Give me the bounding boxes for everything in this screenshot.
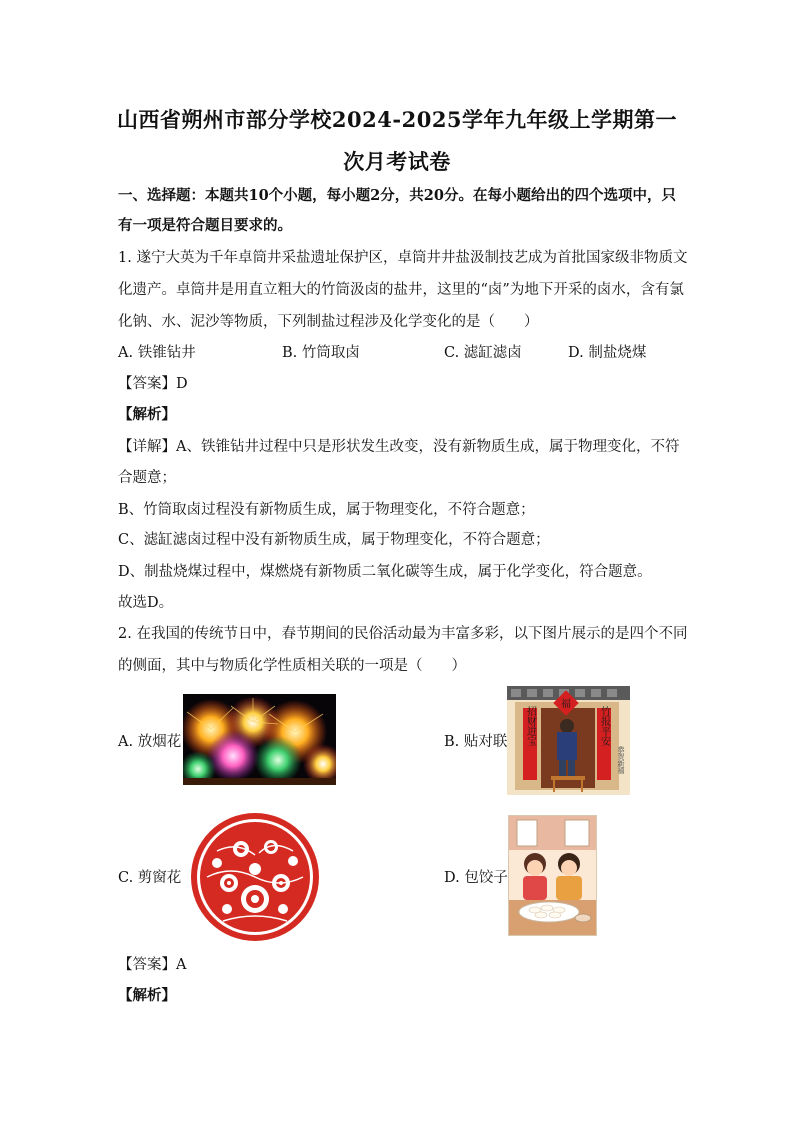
q1-option-d: D. 制盐烧煤 (568, 345, 647, 361)
q1-detail-line5: D、制盐烧煤过程中，煤燃烧有新物质二氧化碳等生成，属于化学变化，符合题意。 (118, 564, 652, 580)
q1-option-b: B. 竹筒取卤 (282, 345, 360, 361)
q1-detail-line6: 故选D。 (118, 595, 174, 611)
q1-detail-line1: 【详解】A、铁锥钻井过程中只是形状发生改变，没有新物质生成，属于物理变化，不符 (118, 439, 680, 455)
q2-option-d-label: D. 包饺子 (444, 870, 508, 886)
dumplings-illustration (509, 816, 596, 935)
q1-stem-line3: 化钠、水、泥沙等物质，下列制盐过程涉及化学变化的是（ ） (118, 314, 539, 330)
q2-stem-line1: 2. 在我国的传统节日中，春节期间的民俗活动最为丰富多彩，以下图片展示的是四个不同 (118, 626, 688, 642)
q1-option-c: C. 滤缸滤卤 (444, 345, 522, 361)
q1-answer: 【答案】D (118, 376, 188, 392)
q1-detail-line2: 合题意； (118, 470, 176, 486)
couplet-door-illustration (507, 686, 630, 795)
left-couplet-text: 招财进宝 (524, 706, 536, 746)
couplets-image (507, 686, 630, 795)
q2-option-a-label: A. 放烟花 (118, 734, 182, 750)
q2-stem-line2: 的侧面，其中与物质化学性质相关联的一项是（ ） (118, 658, 466, 674)
q1-stem-line2: 化遗产。卓筒井是用直立粗大的竹筒汲卤的盐井，这里的“卤”为地下开采的卤水，含有氯 (118, 282, 684, 298)
paper-cut-illustration (187, 811, 323, 943)
section-instruction-line2: 有一项是符合题目要求的。 (118, 217, 292, 234)
dumplings-image (508, 815, 597, 936)
q2-option-b-label: B. 贴对联 (444, 734, 508, 750)
q1-stem-line1: 1. 遂宁大英为千年卓筒井采盐遗址保护区，卓筒井井盐汲制技艺成为首批国家级非物质文 (118, 250, 688, 266)
side-greeting-text: 恭贺新禧 (617, 746, 625, 774)
q2-option-c-label: C. 剪窗花 (118, 870, 182, 886)
paper-cut-image (187, 811, 323, 943)
q1-analysis-label: 【解析】 (118, 406, 176, 423)
fu-character: 福 (561, 699, 571, 710)
exam-title-line1: 山西省朔州市部分学校2024-2025学年九年级上学期第一 (116, 107, 678, 132)
q1-detail-line3: B、竹筒取卤过程没有新物质生成，属于物理变化，不符合题意； (118, 502, 535, 518)
q1-detail-line4: C、滤缸滤卤过程中没有新物质生成，属于物理变化，不符合题意； (118, 532, 550, 548)
q2-answer: 【答案】A (118, 957, 187, 973)
fireworks-image (183, 694, 336, 785)
section-instruction-line1: 一、选择题：本题共10个小题，每小题2分，共20分。在每小题给出的四个选项中，只 (118, 187, 676, 204)
exam-title-line2: 次月考试卷 (343, 149, 451, 174)
fireworks-illustration (183, 694, 336, 785)
q1-option-a: A. 铁锥钻井 (118, 345, 196, 361)
right-couplet-text: 竹报平安 (598, 706, 610, 746)
q2-analysis-label: 【解析】 (118, 987, 176, 1004)
